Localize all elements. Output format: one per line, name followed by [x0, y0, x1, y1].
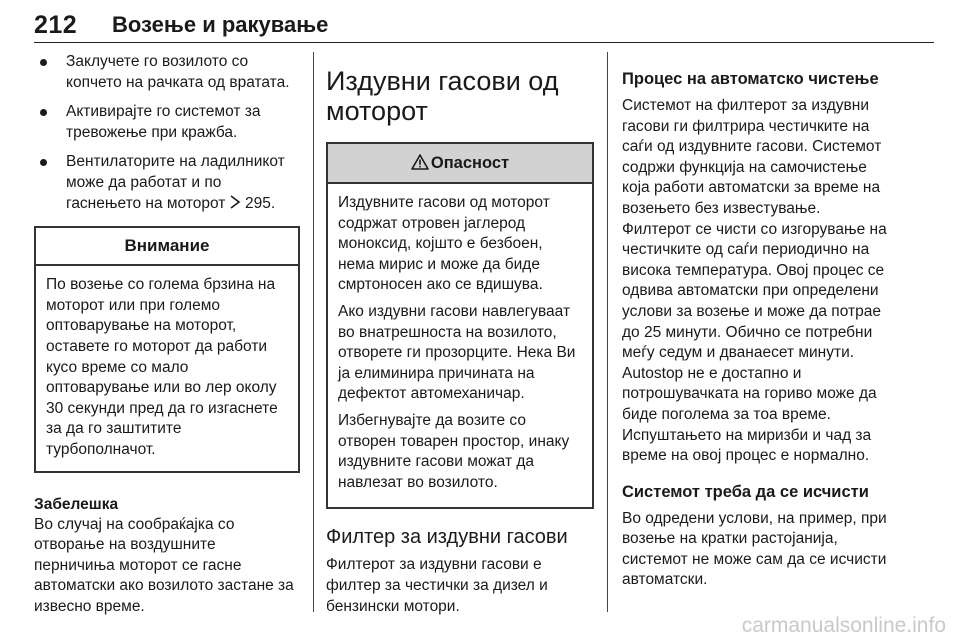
column-1: [34, 52, 300, 617]
list-item: [34, 152, 300, 214]
section-heading-exhaust-gases: Издувни гасови од моторот: [326, 66, 559, 126]
bullet-icon: [40, 109, 47, 116]
danger-paragraph: Избегнувајте да возите со отворен товарен простор, инаку издувните гасови можат да навлезат во возилото.: [338, 411, 570, 491]
chapter-title: Возење и ракување: [112, 12, 329, 37]
page-header: [34, 8, 934, 43]
column-2: [326, 52, 594, 617]
list-item: [34, 102, 300, 143]
danger-paragraph: Издувните гасови од моторот содржат отровен јаглерод моноксид, којшто е безбоен, нема мирис и може да биде смртоносен ако се вдишува.: [338, 194, 550, 294]
section-heading-exhaust-filter: Филтер за издувни гасови: [326, 526, 568, 549]
notice-title: Внимание: [36, 228, 298, 266]
warning-triangle-icon: [411, 154, 429, 170]
subheading-auto-cleaning: Процес на автоматско чистење: [622, 70, 879, 88]
bullet-list: [34, 52, 300, 214]
bullet-icon: [40, 59, 47, 66]
column-divider-1: [313, 52, 314, 612]
subheading-system-needs-cleaning: Системот треба да се исчисти: [622, 482, 869, 501]
bullet-text: Активирајте го системот за тревожење при кражба.: [66, 103, 261, 141]
column-3: [622, 52, 892, 591]
auto-cleaning-body: Системот на филтерот за издувни гасови ги филтрира честичките на саѓи од издувните гасови. Системот содржи функција на самочистење која работи автоматски за време на возењето без известување. Филтерот се чисти со изгорување на честичките од саѓи периодично на висока температура. Овој процес се одвива автоматски при определени услови за возење и може да потрае до 25 минути. Обично се потребни меѓу седум и дванаесет минути. Autostop не е достапно и потрошувачката на гориво може да биде поголема за тоа време. Испуштањето на миризби и чад за време на овој процес е нормално.: [622, 97, 887, 465]
page-reference-icon: [230, 195, 241, 209]
column-divider-2: [607, 52, 608, 612]
filter-body: Филтерот за издувни гасови е филтер за честички за дизел и бензински мотори.: [326, 556, 548, 615]
note-title: Забелешка: [34, 495, 119, 513]
danger-paragraph: Ако издувни гасови навлегуваат во внатрешноста на возилото, отворете ги прозорците. Нека Ви ја елиминира причината на дефектот автомеханичар.: [338, 302, 576, 403]
danger-title: Опасност: [430, 154, 510, 172]
bullet-text: Вентилаторите на ладилникот може да работат и по гаснењето на моторот: [66, 153, 285, 212]
bullet-text: Заклучете го возилото со копчето на рачката од вратата.: [66, 53, 290, 91]
bullet-icon: [40, 159, 47, 166]
list-item: [34, 52, 300, 93]
notice-box: [34, 226, 300, 472]
page-reference-link[interactable]: 295.: [245, 194, 276, 212]
watermark: carmanualsonline.info: [741, 614, 946, 637]
page-number: 212: [34, 11, 78, 39]
danger-header: [328, 144, 592, 184]
danger-box: [326, 142, 594, 509]
system-needs-cleaning-body: Во одредени услови, на пример, при возење на кратки растојанија, системот не може сам да се исчисти автоматски.: [622, 509, 887, 589]
notice-body: По возење со голема брзина на моторот или при големо оптоварување на моторот, оставете го моторот да работи кусо време со мало оптоварување или во лер околу 30 секунди пред да го изгаснете за да го заштитите турбополначот.: [46, 276, 278, 458]
note-body: Во случај на сообраќајка со отворање на воздушните перничиња моторот се гасне автоматски ако возилото застане за извесно време.: [34, 515, 294, 615]
